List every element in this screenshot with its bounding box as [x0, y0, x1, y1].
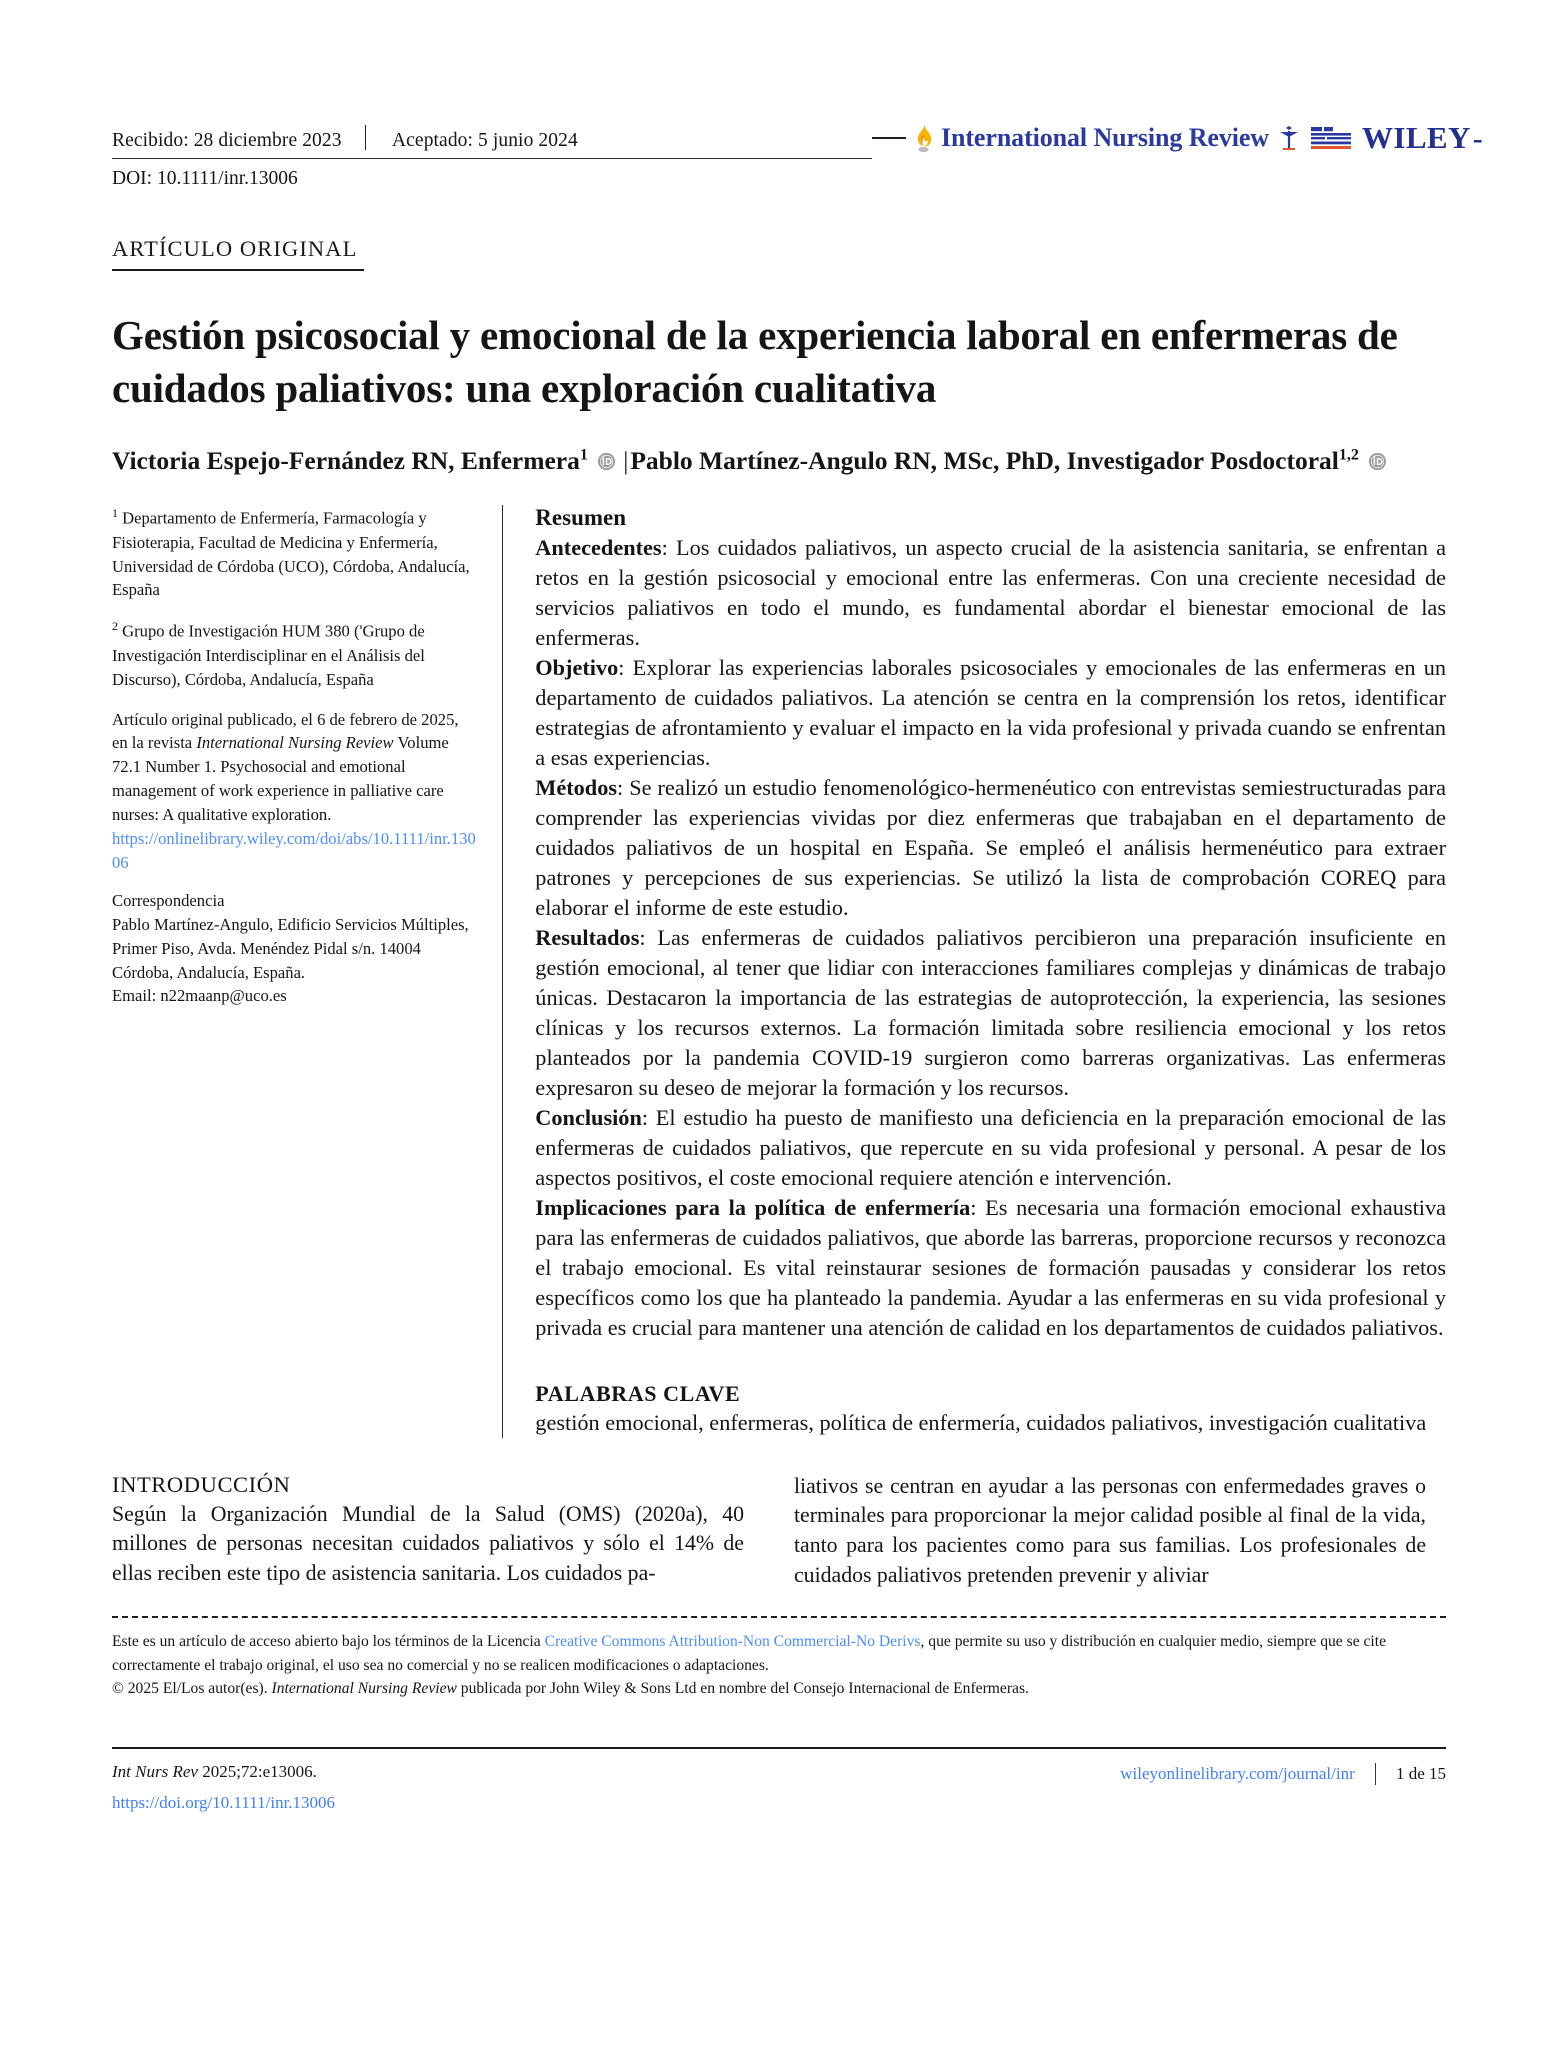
column-divider	[502, 505, 503, 1438]
metadata-column	[112, 505, 502, 1438]
correspondence-line-2: Primer Piso, Avda. Menéndez Pidal s/n. 14004	[112, 938, 421, 958]
correspondence-line-3: Córdoba, Andalucía, España.	[112, 962, 306, 982]
icn-wordmark-icon	[1309, 125, 1353, 151]
wiley-logo-dash: -	[1472, 122, 1484, 155]
license-link[interactable]: Creative Commons Attribution-Non Commercial-No Derivs	[544, 1633, 921, 1651]
copyright-journal: International Nursing Review	[271, 1680, 457, 1698]
footer-citation-detail: 2025;72:e13006.	[197, 1761, 317, 1781]
footer-citation-block	[112, 1762, 335, 1813]
article-type-rule	[112, 269, 364, 271]
journal-logo-lockup	[872, 120, 1483, 190]
abstract-heading: Resumen	[535, 505, 627, 531]
copyright-prefix: © 2025 El/Los autor(es).	[112, 1680, 272, 1698]
affiliation-text-2: Grupo de Investigación HUM 380 ('Grupo de Investigación Interdisciplinar en el Análisis del Discurso), Córdoba, Andalucía, España	[112, 621, 425, 689]
correspondence-line-1: Pablo Martínez-Angulo, Edificio Servicios Múltiples,	[112, 914, 469, 934]
author-affil-ref-2: 1,2	[1338, 446, 1359, 464]
page-number: 1 de 15	[1395, 1763, 1446, 1783]
abstract-section-label: Métodos	[535, 775, 618, 801]
keywords-heading: PALABRAS CLAVE	[535, 1380, 741, 1406]
page-content	[112, 120, 1484, 1813]
keywords-list: gestión emocional, enfermeras, política de enfermería, cuidados paliativos, investigación cualitativa	[535, 1409, 1427, 1435]
abstract-section-text: : Es necesaria una formación emocional exhaustiva para las enfermeras de cuidados paliativos, que aborde las barreras, proporcione recursos y reconozca el trabajo emocional. Es vital reinstaurar sesiones de formación pausadas y considerar los retos específicos como los que ha planteado la pandemia. Ayudar a las enfermeras en su vida profesional y privada es crucial para mantener una atención de calidad en los departamentos de cuidados paliativos.	[535, 1194, 1447, 1340]
author-affil-ref-1: 1	[579, 446, 588, 464]
doi-text: DOI: 10.1111/inr.13006	[112, 168, 298, 189]
abstract-section-label: Objetivo	[535, 655, 619, 681]
introduction-section	[112, 1472, 1446, 1591]
orcid-icon[interactable]	[597, 445, 616, 464]
abstract-section-label: Resultados	[535, 925, 640, 951]
author-name-1: Victoria Espejo-Fernández RN, Enfermera	[112, 446, 580, 476]
main-columns	[112, 505, 1446, 1438]
abstract-section-text: : Se realizó un estudio fenomenológico-hermenéutico con entrevistas semiestructuradas para comprender las experiencias vividas por diez enfermeras que trabajaban en el departamento de cuidados paliativos de un hospital en España. Se empleó el análisis hermenéutico para extraer patrones y percepciones de sus experiencias. Se utilizó la lista de comprobación COREQ para elaborar el informe de este estudio.	[535, 775, 1446, 921]
accepted-date: Aceptado: 5 junio 2024	[392, 130, 578, 151]
introduction-text-left: Según la Organización Mundial de la Salud (OMS) (2020a), 40 millones de personas necesitan cuidados paliativos y sólo el 14% de ellas reciben este tipo de asistencia sanitaria. Los cuidados pa-	[112, 1501, 744, 1586]
logo-dash	[872, 137, 906, 140]
original-note-line2: Volume 72.1 Number 1. Psychosocial and emotional management of work experience in palliative care nurses: A qualitative exploration.	[112, 733, 449, 825]
page-footer	[112, 1749, 1446, 1813]
author-list	[112, 443, 1412, 479]
abstract-column	[535, 505, 1446, 1438]
abstract-section	[535, 1103, 1446, 1193]
flame-icon	[915, 123, 932, 153]
page-title: Gestión psicosocial y emocional de la experiencia laboral en enfermeras de cuidados paliativos: una exploración cualitativa	[112, 312, 1398, 412]
correspondence-details	[112, 913, 476, 1009]
introduction-column-left	[112, 1472, 744, 1591]
license-text-part1: Este es un artículo de acceso abierto bajo los términos de la Licencia	[112, 1633, 545, 1651]
footer-right-block	[1120, 1762, 1446, 1785]
abstract-section-label: Antecedentes	[535, 535, 662, 561]
footer-citation-journal: Int Nurs Rev	[112, 1761, 198, 1781]
affiliation-marker-1: 1	[112, 506, 118, 521]
license-divider	[112, 1616, 1446, 1618]
abstract-section	[535, 773, 1446, 923]
license-note	[112, 1630, 1446, 1700]
affiliation-text-1: Departamento de Enfermería, Farmacología y Fisioterapia, Facultad de Medicina y Enfermería, Universidad de Córdoba (UCO), Córdoba, Andalucía, España	[112, 508, 470, 600]
affiliation-2	[112, 618, 476, 691]
abstract-section-label: Conclusión	[535, 1104, 642, 1130]
correspondence-email[interactable]: Email: n22maanp@uco.es	[112, 986, 287, 1006]
footer-divider	[1375, 1763, 1376, 1785]
abstract-section-label: Implicaciones para la política de enfermería	[535, 1194, 971, 1220]
dates-divider	[365, 125, 366, 150]
footer-citation	[112, 1762, 317, 1781]
abstract-section	[535, 923, 1446, 1103]
abstract-section	[535, 653, 1446, 773]
abstract-section-text: : Las enfermeras de cuidados paliativos percibieron una preparación insuficiente en gestión emocional, al tener que lidiar con interacciones familiares complejas y dinámicas de trabajo únicas. Destacaron la importancia de las estrategias de autoprotección, la experiencia, las sesiones clínicas y los recursos externos. La formación limitada sobre resiliencia emocional y los retos planteados por la pandemia COVID-19 surgieron como barreras organizativas. Las enfermeras expresaron su deseo de mejorar la formación y los recursos.	[535, 925, 1446, 1100]
abstract-section	[535, 533, 1446, 653]
correspondence-heading: Correspondencia	[112, 890, 225, 910]
copyright-suffix: publicada por John Wiley & Sons Ltd en nombre del Consejo Internacional de Enfermeras.	[456, 1680, 1029, 1698]
received-date: Recibido: 28 diciembre 2023	[112, 130, 342, 151]
orcid-icon[interactable]	[1368, 445, 1387, 464]
dates-block	[112, 121, 872, 190]
affiliation-marker-2: 2	[112, 619, 118, 634]
abstract-section	[535, 1193, 1446, 1343]
original-publication-note	[112, 708, 476, 875]
abstract-section-text: : El estudio ha puesto de manifiesto una deficiencia en la preparación emocional de las enfermeras de cuidados paliativos, que repercute en su vida profesional y personal. A pesar de los aspectos positivos, el coste emocional requiere atención e intervención.	[535, 1104, 1446, 1190]
introduction-text-right: liativos se centran en ayudar a las personas con enfermedades graves o terminales para proporcionar la mejor calidad posible al final de la vida, tanto para los pacientes como para sus familias. Los profesionales de cuidados paliativos pretenden prevenir y aliviar	[794, 1473, 1426, 1587]
abstract-section-text: : Explorar las experiencias laborales psicosociales y emocionales de las enfermeras en un departamento de cuidados paliativos. La atención se centra en la comprensión los retos, identificar estrategias de afrontamiento y evaluar el impacto en la vida profesional y privada cuando se enfrentan a esas experiencias.	[535, 655, 1446, 771]
original-note-line1: Artículo original publicado, el 6 de febrero de 2025, en la revista	[112, 709, 459, 753]
article-type-label: ARTÍCULO ORIGINAL	[112, 236, 358, 261]
footer-doi-link[interactable]: https://doi.org/10.1111/inr.13006	[112, 1792, 336, 1812]
wiley-logo	[1362, 120, 1483, 156]
affiliation-1	[112, 505, 476, 602]
wiley-logo-text: WILEY	[1361, 120, 1471, 155]
article-type-block	[112, 236, 1446, 271]
original-note-journal: International Nursing Review	[196, 733, 394, 753]
introduction-column-right	[794, 1472, 1426, 1591]
footer-journal-url[interactable]: wileyonlinelibrary.com/journal/inr	[1120, 1763, 1355, 1783]
author-name-2: Pablo Martínez-Angulo RN, MSc, PhD, Investigador Posdoctoral	[630, 446, 1339, 476]
author-separator: |	[623, 446, 629, 476]
license-text-part2: , que permite su uso y distribución en cualquier medio, siempre que se cite correctamente el trabajo original, el uso sea no comercial y no se realicen modificaciones o adaptaciones.	[112, 1633, 1387, 1674]
original-note-link[interactable]: https://onlinelibrary.wiley.com/doi/abs/10.1111/inr.13006	[112, 829, 476, 872]
abstract-section-text: : Los cuidados paliativos, un aspecto crucial de la asistencia sanitaria, se enfrentan a retos en la gestión psicosocial y emocional entre las enfermeras. Con una creciente necesidad de servicios paliativos en todo el mundo, es fundamental abordar el bienestar emocional de las enfermeras.	[535, 535, 1446, 651]
dates-row	[112, 121, 872, 158]
document-header	[112, 120, 1484, 190]
introduction-heading: INTRODUCCIÓN	[112, 1471, 291, 1497]
icn-logo-icon	[1278, 125, 1300, 151]
journal-title-logo: International Nursing Review	[941, 123, 1269, 152]
